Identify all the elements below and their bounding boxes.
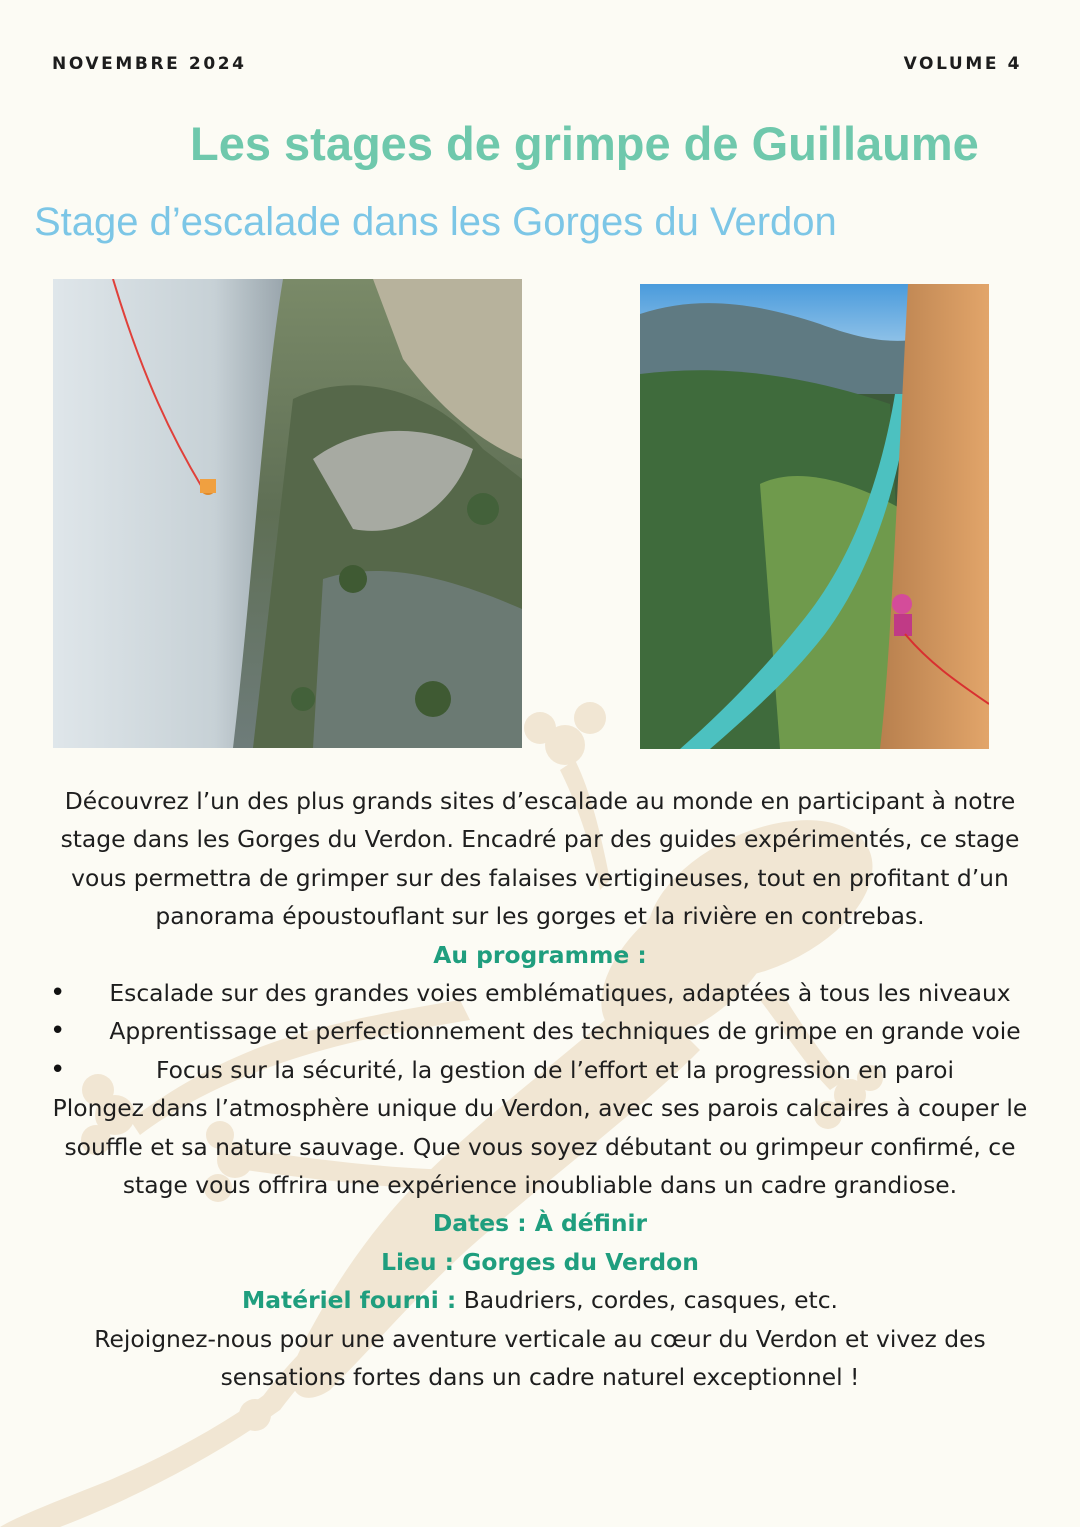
equipment-line bbox=[30, 1281, 1050, 1319]
equipment-value: Baudriers, cordes, casques, etc. bbox=[456, 1286, 838, 1315]
list-item: • Focus sur la sécurité, la gestion de l’effort et la progression en paroi bbox=[30, 1051, 1050, 1089]
page-title: Les stages de grimpe de Guillaume bbox=[190, 117, 979, 170]
issue-date: NOVEMBRE 2024 bbox=[52, 54, 247, 74]
list-item: • Escalade sur des grandes voies emblématiques, adaptées à tous les niveaux bbox=[30, 974, 1050, 1012]
closing-paragraph: Rejoignez-nous pour une aventure verticale au cœur du Verdon et vivez des sensations fortes dans un cadre naturel exceptionnel ! bbox=[94, 1324, 986, 1392]
list-item: • Apprentissage et perfectionnement des techniques de grimpe en grande voie bbox=[30, 1012, 1050, 1050]
page-subtitle: Stage d’escalade dans les Gorges du Verdon bbox=[34, 200, 837, 244]
atmosphere-paragraph: Plongez dans l’atmosphère unique du Verdon, avec ses parois calcaires à couper le souffle et sa nature sauvage. Que vous soyez débutant ou grimpeur confirmé, ce stage vous offrira une expérience inoubliable dans un cadre grandiose. bbox=[52, 1094, 1028, 1200]
article-body bbox=[30, 782, 1050, 1397]
verdon-gorge-river-climber-photo bbox=[640, 284, 989, 749]
climber-on-limestone-wall-photo bbox=[53, 279, 522, 748]
intro-paragraph: Découvrez l’un des plus grands sites d’escalade au monde en participant à notre stage dans les Gorges du Verdon. Encadré par des guides expérimentés, ce stage vous permettra de grimper sur des falaises vertigineuses, tout en profitant d’un panorama époustouflant sur les gorges et la rivière en contrebas. bbox=[60, 787, 1020, 931]
location-line: Lieu : Gorges du Verdon bbox=[381, 1247, 699, 1276]
volume-number: VOLUME 4 bbox=[903, 54, 1022, 74]
dates-line: Dates : À définir bbox=[432, 1209, 648, 1238]
program-heading: Au programme : bbox=[433, 940, 647, 969]
equipment-label: Matériel fourni : bbox=[242, 1286, 457, 1315]
program-list bbox=[30, 974, 1050, 1089]
newsletter-header bbox=[52, 54, 1022, 78]
